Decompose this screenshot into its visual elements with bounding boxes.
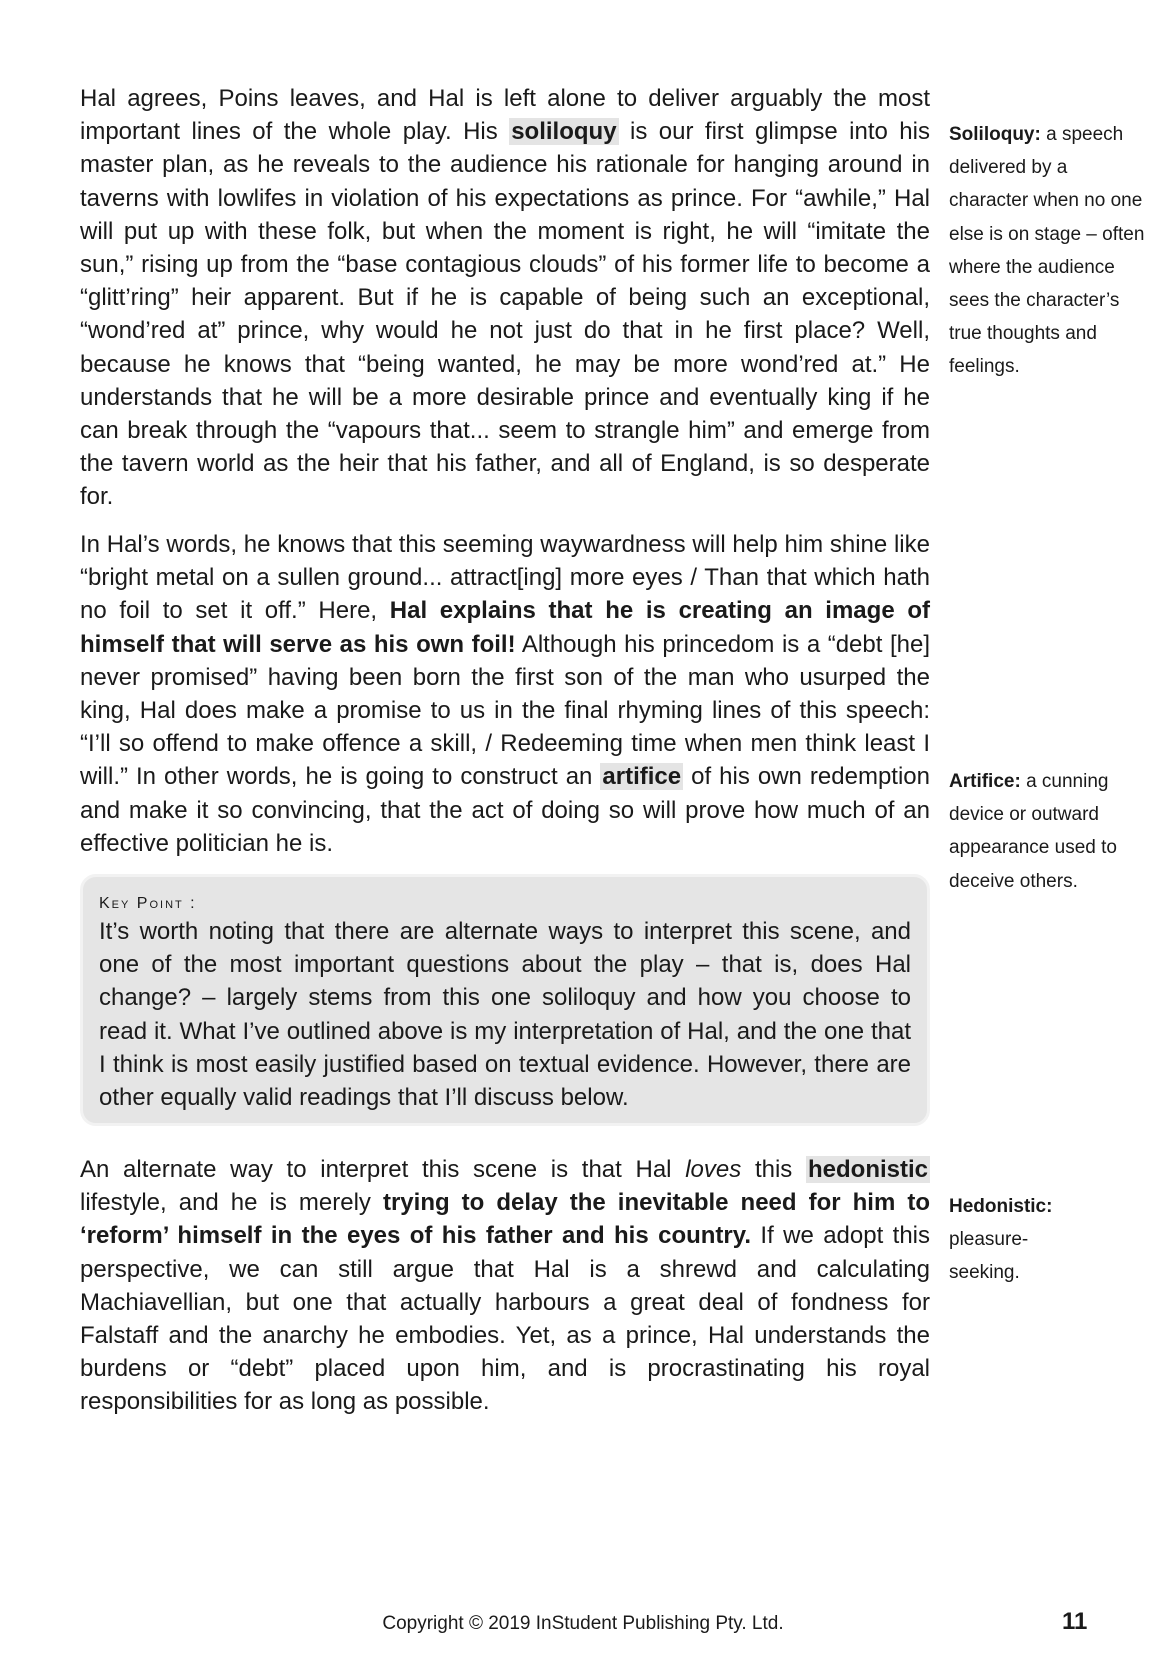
keyword-artifice: artifice: [602, 763, 682, 791]
text-run: Although his princedom is a “debt [he] never promised” having been born the first son of the man who usurped the king, Hal does make a promise to us in the final rhyming lines of this speech: “I’ll so offend to make offence a skill, / Redeeming time when men think least I will.” In other words, he is going to construct an: [80, 630, 930, 791]
footer-copyright: Copyright © 2019 InStudent Publishing Pty. Ltd.: [382, 1613, 784, 1634]
paragraph-soliloquy: [80, 82, 930, 514]
text-run: of his own redemption and make it so convincing, that the act of doing so will prove how much of an effective politician he is.: [80, 763, 930, 857]
key-point-body: It’s worth noting that there are alternate ways to interpret this scene, and one of the most important questions about the play – that is, does Hal change? – largely stems from this one soliloquy and how you choose to read it. What I’ve outlined above is my interpretation of Hal, and the one that I think is most easily justified based on textual evidence. However, there are other equally valid readings that I’ll discuss below.: [99, 918, 911, 1112]
paragraph-artifice: [80, 528, 930, 860]
text-run: If we adopt this perspective, we can still argue that Hal is a shrewd and calculating Machiavellian, but one that actually harbours a great deal of fondness for Falstaff and the anarchy he embodies. Yet, as a prince, Hal understands the burdens or “debt” placed upon him, and is procrastinating his royal responsibilities for as long as possible.: [80, 1222, 931, 1416]
sidenote-artifice: [949, 765, 1149, 898]
keyword-hedonistic: hedonistic: [808, 1156, 929, 1183]
paragraph-hedonistic: [80, 1153, 930, 1419]
paragraph-text: [80, 528, 930, 860]
key-point-box: [80, 874, 930, 1126]
paragraph-text: [80, 1153, 930, 1419]
keyword-soliloquy: soliloquy: [511, 118, 617, 146]
text-run: An alternate way to interpret this scene is that Hal: [80, 1156, 686, 1183]
sidenote-definition: pleasure-seeking.: [949, 1229, 1029, 1284]
text-run: In Hal’s words, he knows that this seeming waywardness will help him shine like “bright metal on a sullen ground... attract[ing] more eyes / Than that which hath no foil to set it off.” Here,: [80, 531, 930, 625]
sidenote-definition: a cunning device or outward appearance used to deceive others.: [949, 771, 1117, 892]
sidenote-definition: a speech delivered by a character when no one else is on stage – often where the audience sees the character’s true thoughts and feelings.: [949, 124, 1145, 378]
text-run: is our first glimpse into his master plan, as he reveals to the audience his rationale for hanging around in taverns with lowlifes in violation of his expectations as prince. For “awhile,” Hal will put up with these folk, but when the moment is right, he will “imitate the sun,” rising up from the “base contagious clouds” of his former life to become a “glitt’ring” heir apparent. But if he is capable of being such an exceptional, “wond’red at” prince, why would he not just do that in he first place? Well, because he knows that “being wanted, he may be more wond’red at.” He understands that he will be a more desirable prince and eventually king if he can break through the “vapours that... seem to strangle him” and emerge from the tavern world as the heir that his father, and all of England, is so desperate for.: [80, 118, 930, 511]
paragraph-text: [80, 82, 930, 514]
sidenote-hedonistic: [949, 1190, 1079, 1290]
bold-statement: trying to delay the inevitable need for him to ‘reform’ himself in the eyes of his father and his country.: [80, 1189, 930, 1250]
sidenote-term: Soliloquy:: [949, 124, 1041, 145]
sidenote-soliloquy: [949, 118, 1149, 384]
bold-statement: Hal explains that he is creating an image of himself that will serve as his own foil!: [80, 597, 930, 658]
sidenote-term: Artifice:: [949, 771, 1021, 792]
emphasis-loves: loves: [685, 1156, 742, 1183]
sidenote-term: Hedonistic:: [949, 1196, 1053, 1217]
text-run: Hal agrees, Poins leaves, and Hal is left alone to deliver arguably the most important lines of the whole play. His: [80, 85, 930, 146]
key-point-title: Key Point :: [99, 895, 197, 912]
text-run: lifestyle, and he is merely: [80, 1189, 383, 1217]
text-run: this: [741, 1156, 806, 1183]
page-number: 11: [1062, 1608, 1088, 1635]
